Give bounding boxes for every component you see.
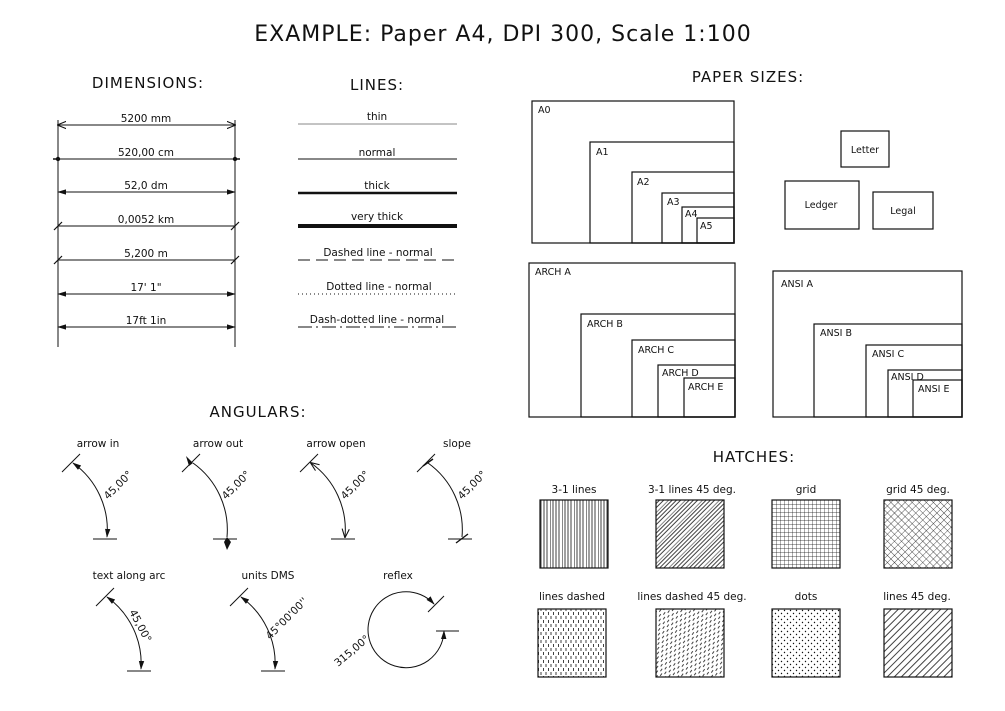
line-sample-dotted — [298, 281, 457, 294]
line-sample-dash-dotted — [298, 314, 457, 327]
angular-label: arrow out — [192, 438, 244, 450]
dimension-label: 17ft 1in — [125, 315, 167, 327]
line-label: Dotted line - normal — [326, 281, 432, 293]
hatch-3-1-lines-swatch — [540, 500, 608, 568]
dimensions-heading: DIMENSIONS: — [91, 74, 205, 92]
angular-value: 45,00° — [338, 468, 373, 503]
dimension-label: 52,0 dm — [124, 180, 168, 192]
angular-value: 45,00° — [219, 468, 254, 503]
angular-label: slope — [443, 438, 471, 450]
hatch-label: grid — [795, 484, 817, 496]
paper-label-legal: Legal — [890, 206, 916, 217]
dimensions-section — [53, 74, 240, 347]
paper-sizes-heading: PAPER SIZES: — [691, 68, 805, 86]
paper-sizes-section — [529, 68, 962, 417]
angular-arrow-in — [62, 438, 135, 539]
angular-value: 45,00° — [126, 607, 154, 645]
hatch-lines-45-swatch — [884, 609, 952, 677]
paper-label-ansi-d: ANSI D — [891, 372, 924, 383]
angular-value: 45,00° — [455, 468, 490, 503]
dimension-label: 17' 1" — [130, 282, 162, 294]
angular-label: text along arc — [92, 570, 166, 582]
angular-arrow-out — [182, 438, 253, 550]
paper-label-ansi-a: ANSI A — [781, 279, 813, 290]
hatch-label: lines 45 deg. — [883, 591, 951, 603]
angular-label: units DMS — [241, 570, 295, 582]
line-sample-dashed — [298, 247, 457, 260]
paper-label-a2: A2 — [637, 177, 650, 188]
angular-value: 45,00° — [101, 468, 136, 503]
paper-label-ansi-b: ANSI B — [820, 328, 852, 339]
hatch-grid-swatch — [772, 500, 840, 568]
dimension-row — [54, 214, 239, 230]
paper-label-arch-b: ARCH B — [587, 319, 623, 330]
line-label: very thick — [350, 211, 404, 223]
angular-label: reflex — [383, 570, 413, 582]
paper-label-ansi-e: ANSI E — [918, 384, 950, 395]
paper-label-a4: A4 — [685, 209, 698, 220]
angular-reflex — [332, 570, 459, 669]
paper-label-a3: A3 — [667, 197, 680, 208]
angular-arrow-open — [300, 438, 372, 539]
paper-label-arch-e: ARCH E — [688, 382, 724, 393]
dimension-row — [53, 147, 240, 161]
paper-label-arch-c: ARCH C — [638, 345, 675, 356]
line-sample-thin — [298, 111, 457, 124]
line-label: thin — [366, 111, 388, 123]
line-label: Dashed line - normal — [323, 247, 433, 259]
line-sample-very-thick — [298, 211, 457, 226]
line-label: normal — [358, 147, 396, 159]
paper-label-a0: A0 — [538, 105, 551, 116]
paper-label-arch-a: ARCH A — [535, 267, 571, 278]
hatch-label: 3-1 lines — [551, 484, 597, 496]
lines-section — [298, 76, 457, 327]
paper-label-letter: Letter — [850, 145, 880, 156]
angular-slope — [417, 438, 489, 543]
angular-label: arrow open — [306, 438, 366, 450]
angular-value: 315,00° — [332, 633, 373, 670]
line-label: thick — [364, 180, 390, 192]
hatch-lines-dashed-swatch — [538, 609, 606, 677]
hatch-label: lines dashed — [538, 591, 606, 603]
dimension-row — [58, 315, 235, 327]
lines-heading: LINES: — [349, 76, 405, 94]
dimension-row — [58, 282, 235, 294]
dimension-label: 5200 mm — [120, 113, 172, 125]
angulars-section — [62, 403, 489, 671]
hatch-grid-45-swatch — [884, 500, 952, 568]
dimension-row — [54, 248, 239, 264]
hatch-label: grid 45 deg. — [886, 484, 950, 496]
line-sample-thick — [298, 180, 457, 193]
hatch-dots-swatch — [772, 609, 840, 677]
paper-label-a1: A1 — [596, 147, 609, 158]
angular-label: arrow in — [76, 438, 120, 450]
angular-value: 45°00'00'' — [263, 595, 311, 643]
dimension-row — [58, 113, 235, 125]
dimension-label: 0,0052 km — [117, 214, 175, 226]
angular-text-along-arc — [93, 570, 166, 671]
angular-units-dms — [230, 570, 310, 671]
hatches-section — [538, 448, 952, 677]
dimension-row — [58, 180, 235, 192]
paper-ansi-a-outline — [773, 271, 962, 417]
hatches-heading: HATCHES: — [712, 448, 796, 466]
paper-label-arch-d: ARCH D — [662, 368, 699, 379]
hatch-label: dots — [794, 591, 818, 603]
hatch-label: 3-1 lines 45 deg. — [647, 484, 737, 496]
paper-label-a5: A5 — [700, 221, 713, 232]
ansi-paper-diagram — [773, 271, 962, 417]
paper-label-ledger: Ledger — [804, 200, 838, 211]
arch-paper-diagram — [529, 263, 735, 417]
line-label: Dash-dotted line - normal — [309, 314, 445, 326]
hatch-3-1-lines-45-swatch — [656, 500, 724, 568]
line-sample-normal — [298, 147, 457, 159]
hatch-lines-dashed-45-swatch — [656, 609, 724, 677]
angulars-heading: ANGULARS: — [209, 403, 307, 421]
paper-label-ansi-c: ANSI C — [872, 349, 905, 360]
dimension-label: 520,00 cm — [117, 147, 175, 159]
dimension-label: 5,200 m — [124, 248, 168, 260]
hatch-label: lines dashed 45 deg. — [637, 591, 747, 603]
page-title: EXAMPLE: Paper A4, DPI 300, Scale 1:100 — [254, 22, 752, 47]
